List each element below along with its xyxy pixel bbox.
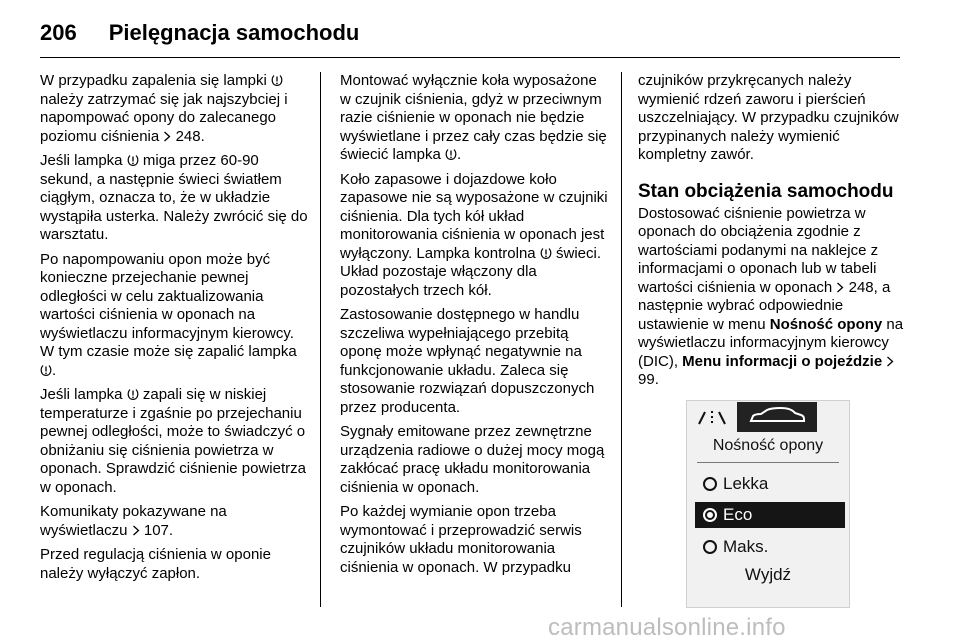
tpms-warning-icon — [40, 364, 52, 377]
radio-button-icon — [703, 540, 717, 554]
paragraph: Montować wyłącznie koła wyposażone w czujnik ciśnienia, gdyż w przeciwnym razie ciśnienie w oponach nie będzie wyświetlane i przez cały czas będzie się świecić lampka . — [340, 72, 607, 163]
page-reference[interactable]: 248 — [848, 278, 874, 296]
paragraph: Dostosować ciśnienie powietrza w oponach do obciążenia zgodnie z wartościami podanymi na naklejce z informacjami o oponach lub w tabeli wartości ciśnienia w oponach 248, a następnie wybrać odpowiednie ustawienie w menu Nośność opony na wyświetlaczu informacyjnym kierowcy (DIC), Menu informacji o pojeździe 99. — [638, 204, 904, 388]
page-number: 206 — [40, 20, 77, 45]
column-divider-1 — [320, 72, 321, 607]
page-reference-arrow-icon — [132, 525, 140, 536]
page-header — [40, 16, 359, 50]
radio-button-icon — [703, 477, 717, 491]
display-option-maks: Maks. — [695, 534, 845, 560]
car-tab-icon — [737, 402, 817, 432]
tpms-warning-icon — [127, 388, 139, 401]
tpms-warning-icon — [540, 247, 552, 260]
paragraph: Komunikaty pokazywane na wyświetlaczu 107. — [40, 503, 227, 539]
page-reference-arrow-icon — [163, 131, 171, 142]
page-reference[interactable]: 107 — [143, 521, 169, 539]
menu-name: Nośność opony — [769, 315, 883, 333]
paragraph: czujników przykręcanych należy wymienić rdzeń zaworu i pierścień uszczelniający. W przypadku czujników przypinanych należy wymienić kompletny zawór. — [638, 72, 899, 163]
display-tab-bar — [687, 401, 849, 433]
display-menu-title: Nośność opony — [712, 437, 824, 454]
text-column-2 — [340, 72, 610, 583]
display-title-underline — [697, 462, 839, 463]
display-option-eco: Eco — [695, 502, 845, 528]
paragraph: Sygnały emitowane przez zewnętrzne urządzenia radiowe o dużej mocy mogą zakłócać pracę układu monitorowania ciśnienia w oponach. — [340, 423, 605, 496]
dic-display-illustration — [686, 400, 850, 608]
text-column-1 — [40, 72, 308, 589]
tpms-tab-icon — [691, 405, 733, 431]
paragraph: Jeśli lampka miga przez 60-90 sekund, a następnie świeci światłem ciągłym, oznacza to, że w układzie wystąpiła usterka. Należy zwrócić się do warsztatu. — [40, 152, 308, 243]
page-reference[interactable]: 99 — [638, 371, 655, 388]
paragraph: Zastosowanie dostępnego w handlu szczeliwa wypełniającego przebitą oponę może wpłynąć negatywnie na funkcjonowanie układu. Zaleca się stosowanie rozwiązań dopuszczonych przez producenta. — [340, 306, 595, 416]
radio-button-selected-icon — [703, 508, 717, 522]
tpms-warning-icon — [271, 74, 283, 87]
tpms-warning-icon — [445, 148, 457, 161]
paragraph: Jeśli lampka zapali się w niskiej temperaturze i zgaśnie po przejechaniu pewnej odległości, może to świadczyć o obniżaniu się ciśnienia powietrza w oponach. Sprawdzić ciśnienie powietrza w oponach. — [40, 386, 306, 496]
section-title: Stan obciążenia samochodu — [638, 180, 894, 202]
page-reference-arrow-icon — [836, 282, 844, 293]
page-title: Pielęgnacja samochodu — [108, 20, 360, 45]
paragraph: Po każdej wymianie opon trzeba wymontować i przeprowadzić serwis czujników układu monitorowania ciśnienia w oponach. W przypadku — [340, 503, 582, 576]
paragraph: Przed regulacją ciśnienia w oponie należy wyłączyć zapłon. — [40, 546, 271, 582]
paragraph: Koło zapasowe i dojazdowe koło zapasowe nie są wyposażone w czujniki ciśnienia. Dla tych kół układ monitorowania ciśnienia w oponach jest wyłączony. Lampka kontrolna świeci. Układ pozostaje włączony dla pozostałych trzech kół. — [340, 170, 608, 299]
tpms-warning-icon — [127, 154, 139, 167]
display-exit-option: Wyjdź — [744, 565, 792, 584]
display-option-lekka: Lekka — [695, 471, 845, 497]
header-divider — [40, 57, 900, 58]
text-column-3 — [638, 72, 906, 396]
page-reference[interactable]: 248 — [175, 127, 201, 145]
watermark: carmanualsonline.info — [548, 614, 786, 641]
paragraph: Po napompowaniu opon może być konieczne przejechanie pewnej odległości w celu zaktualizowania wartości ciśnienia w oponach na wyświetlaczu informacyjnym kierowcy. W tym czasie może się zapalić lampka . — [40, 250, 297, 379]
page-reference-arrow-icon — [886, 356, 894, 367]
column-divider-2 — [621, 72, 622, 607]
paragraph: W przypadku zapalenia się lampki należy zatrzymać się jak najszybciej i napompować opony do zalecanego poziomu ciśnienia 248. — [40, 72, 288, 145]
menu-name: Menu informacji o pojeździe — [682, 352, 883, 370]
